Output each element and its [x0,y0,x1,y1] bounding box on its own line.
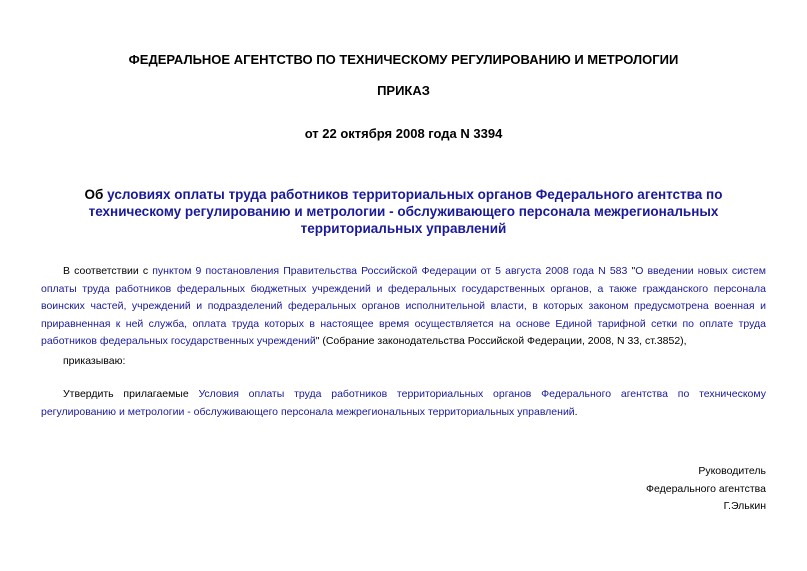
approve-text-end: . [574,405,578,418]
decree-reference-link[interactable]: пунктом 9 постановления Правительства Российской Федерации от 5 августа 2008 года N 583 [152,265,628,277]
decree-title-link[interactable]: О введении новых систем оплаты труда работников федеральных бюджетных учреждений и федеральных государственных органов, а также гражданского персонала воинских частей, учреждений и подразделений федеральных органов исполнительной власти, в которых законом предусмотрена военная и приравненная к ней служба, оплата труда которых в настоящее время осуществляется на основе Единой тарифной сетки по оплате труда работников федеральных государственных учреждений [41,265,766,347]
agency-heading: ФЕДЕРАЛЬНОЕ АГЕНТСТВО ПО ТЕХНИЧЕСКОМУ РЕГУЛИРОВАНИЮ И МЕТРОЛОГИИ [128,52,679,67]
title-link[interactable]: условиях оплаты труда работников территориальных органов Федерального агентства по техническому регулированию и метрологии - обслуживающего персонала межрегиональных территориальных управлений [88,187,723,236]
preamble-quote-open: " [627,265,636,277]
title-prefix: Об [84,187,108,202]
signer-name: Г.Элькин [723,500,766,512]
preamble-text-start: В соответствии с [63,265,153,277]
preamble-text-end: " (Собрание законодательства Российской Федерации, 2008, N 33, ст.3852), [315,335,687,347]
order-word: приказываю: [63,355,126,367]
document-date-number: от 22 октября 2008 года N 3394 [304,126,503,141]
preamble-paragraph [41,263,766,351]
conditions-link[interactable]: Условия оплаты труда работников территориальных органов Федерального агентства по техническому регулированию и метрологии - обслуживающего персонала межрегиональных территориальных управлений [41,388,766,418]
approve-paragraph [41,386,766,421]
document-type: ПРИКАЗ [377,83,430,98]
document-title [70,186,737,237]
signer-position: Руководитель [698,465,766,477]
signer-organization: Федерального агентства [646,482,766,495]
signature-block [646,463,766,516]
approve-text-start: Утвердить прилагаемые [63,388,199,400]
